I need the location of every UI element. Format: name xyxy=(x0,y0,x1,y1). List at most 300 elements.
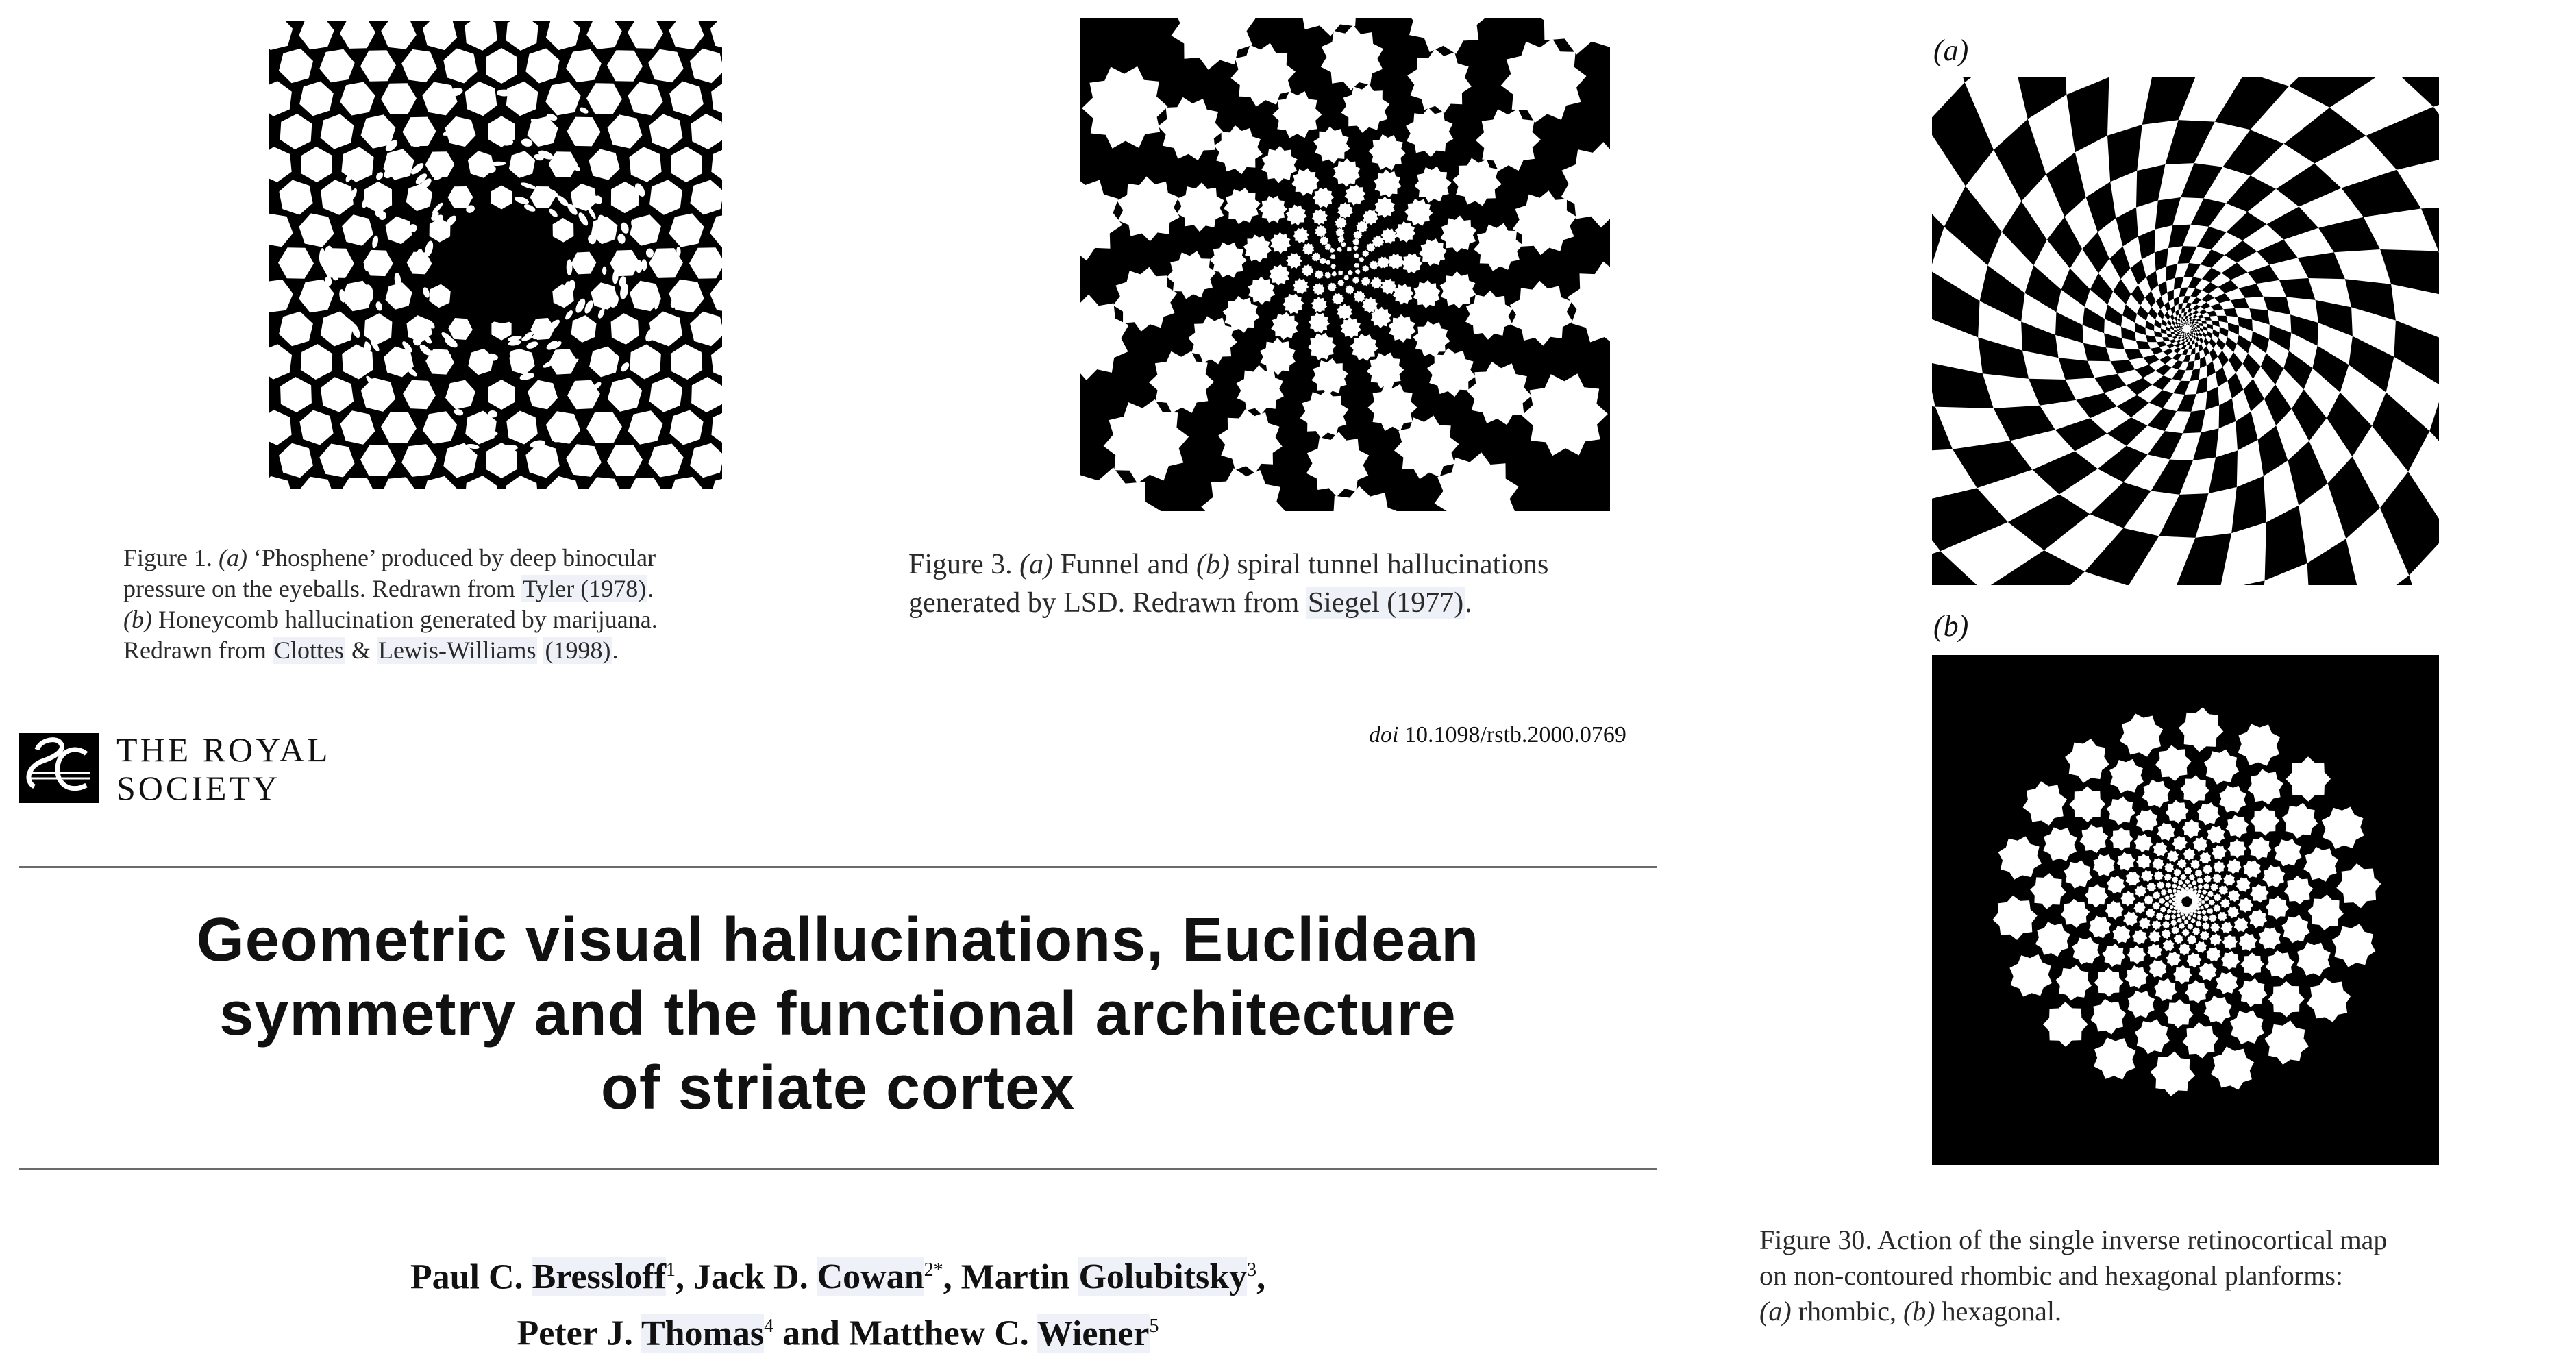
hexagonal-blob xyxy=(2210,923,2220,933)
hexagonal-blob xyxy=(2061,899,2090,928)
honeycomb-cell xyxy=(280,377,312,412)
honeycomb-cell xyxy=(321,180,354,215)
honeycomb-cell xyxy=(321,312,354,347)
honeycomb-cell xyxy=(360,445,396,476)
hexagonal-blob xyxy=(2210,883,2218,891)
figure3-text-b: spiral tunnel hallucinations xyxy=(1237,549,1549,580)
hexagonal-blob xyxy=(2164,902,2170,908)
hexagonal-blob xyxy=(2281,915,2309,943)
honeycomb-cell xyxy=(381,477,417,489)
honeycomb-cell xyxy=(443,49,477,84)
funnel-blob xyxy=(1286,204,1307,225)
phosphene-fleck xyxy=(586,206,597,220)
hexagonal-blob xyxy=(2177,885,2181,889)
hexagonal-blob xyxy=(2197,878,2203,884)
hexagonal-blob xyxy=(2156,912,2164,920)
honeycomb-cell xyxy=(319,444,354,478)
honeycomb-cell xyxy=(710,476,722,489)
funnel-blob xyxy=(1104,399,1189,484)
hexagonal-blob xyxy=(2212,874,2222,883)
funnel-blob xyxy=(1370,277,1383,288)
honeycomb-cell xyxy=(301,344,332,380)
funnel-blob xyxy=(1328,282,1337,291)
hexagonal-blob xyxy=(2160,907,2166,913)
hexagonal-blob xyxy=(2185,879,2190,885)
honeycomb-cell xyxy=(468,349,493,375)
hexagonal-blob xyxy=(2172,836,2188,851)
honeycomb-cell xyxy=(403,380,436,410)
hexagonal-blob xyxy=(2200,852,2212,864)
doi-prefix: doi xyxy=(1369,722,1399,748)
honeycomb-cell xyxy=(448,186,473,208)
funnel-blob xyxy=(1324,272,1331,279)
funnel-blob xyxy=(1224,188,1261,225)
honeycomb-cell xyxy=(648,444,683,478)
phosphene-fleck xyxy=(375,171,384,181)
hexagonal-blob xyxy=(2151,1052,2195,1096)
phosphene-fleck xyxy=(597,308,606,319)
funnel-blob xyxy=(1309,312,1330,333)
figure3-label-a: (a) xyxy=(1019,549,1054,580)
author-line-2 xyxy=(19,1302,1657,1358)
funnel-blob xyxy=(1404,199,1433,226)
phosphene-fleck xyxy=(619,221,630,234)
funnel-blob xyxy=(1413,280,1441,308)
funnel-blob xyxy=(1501,38,1587,123)
hexagonal-blob xyxy=(2009,954,2052,997)
hexagonal-blob xyxy=(2152,858,2164,870)
funnel-blob xyxy=(1332,293,1344,305)
honeycomb-cell xyxy=(321,114,354,149)
hexagonal-blob xyxy=(2188,915,2192,920)
hexagonal-blob xyxy=(2159,898,2166,904)
funnel-blob xyxy=(1270,232,1291,254)
hexagonal-blob xyxy=(2250,884,2269,903)
honeycomb-cell xyxy=(269,21,293,50)
hexagonal-blob xyxy=(2127,991,2155,1018)
honeycomb-cell xyxy=(340,410,375,444)
funnel-blob xyxy=(1338,271,1343,276)
phosphene-fleck xyxy=(406,367,419,378)
hexagonal-blob xyxy=(2035,922,2070,957)
hexagonal-blob xyxy=(2174,869,2181,876)
hexagonal-blob xyxy=(2172,889,2177,893)
funnel-blob xyxy=(1269,264,1290,286)
hexagonal-blob xyxy=(2089,916,2111,939)
author-last[interactable]: Wiener xyxy=(1037,1314,1150,1353)
honeycomb-cell xyxy=(321,377,354,412)
author-list xyxy=(19,1246,1657,1359)
hexagonal-blob xyxy=(2167,909,2172,913)
funnel-blob xyxy=(1313,127,1350,164)
funnel-blob xyxy=(1427,348,1476,397)
figure30-caption xyxy=(1759,1222,2575,1329)
hexagonal-blob xyxy=(2207,826,2225,843)
hexagonal-blob xyxy=(2209,933,2222,946)
hexagonal-blob xyxy=(2113,926,2131,944)
hexagonal-blob xyxy=(2183,1022,2219,1059)
hexagonal-blob xyxy=(2203,865,2212,874)
hexagonal-blob xyxy=(2157,881,2165,889)
honeycomb-cell xyxy=(279,49,313,83)
authors-conjunction: and xyxy=(782,1314,840,1353)
author-affil: 5 xyxy=(1149,1316,1159,1337)
royal-society-name-line1: THE ROYAL xyxy=(116,730,331,769)
figure30b-image xyxy=(1932,655,2439,1165)
hexagonal-blob xyxy=(2185,980,2208,1003)
hexagonal-blob xyxy=(2197,911,2201,915)
doi-value[interactable]: 10.1098/rstb.2000.0769 xyxy=(1404,722,1626,748)
hexagonal-blob xyxy=(1993,896,2038,940)
hexagonal-blob xyxy=(2209,900,2216,906)
phosphene-fleck xyxy=(514,195,530,206)
honeycomb-cell xyxy=(319,49,354,83)
hexagonal-blob xyxy=(2180,874,2186,880)
honeycomb-cell xyxy=(630,345,661,380)
funnel-blob xyxy=(1359,257,1364,262)
hexagonal-blob xyxy=(2172,926,2179,934)
phosphene-fleck xyxy=(577,211,590,227)
hexagonal-blob xyxy=(2144,895,2154,905)
honeycomb-cell xyxy=(628,82,662,116)
honeycomb-cell xyxy=(299,477,334,489)
phosphene-fleck xyxy=(525,340,539,350)
hexagonal-blob xyxy=(2204,996,2232,1024)
funnel-blob xyxy=(1293,227,1309,243)
hexagonal-blob xyxy=(2170,905,2174,909)
honeycomb-cell xyxy=(669,477,704,489)
funnel-blob xyxy=(1387,254,1404,269)
funnel-blob xyxy=(1082,66,1167,149)
hexagonal-blob xyxy=(2218,912,2227,921)
hexagonal-blob xyxy=(2167,889,2172,894)
hexagonal-blob xyxy=(2094,1037,2135,1079)
honeycomb-cell xyxy=(465,476,497,489)
royal-society-name xyxy=(116,730,330,807)
funnel-blob xyxy=(1320,258,1326,264)
funnel-blob xyxy=(1313,283,1325,295)
honeycomb-cell xyxy=(280,114,312,149)
figure1-label-b: (b) xyxy=(123,606,152,633)
hexagonal-blob xyxy=(2240,952,2264,976)
honeycomb-cell xyxy=(571,252,597,275)
funnel-blob xyxy=(1313,188,1334,208)
figure1-ref-clottes[interactable]: Clottes xyxy=(273,637,344,664)
funnel-blob xyxy=(1353,245,1359,251)
hexagonal-blob xyxy=(2307,894,2344,930)
honeycomb-cell xyxy=(269,81,292,116)
figure30-line1: Action of the single inverse retinocortical map xyxy=(1877,1224,2388,1255)
author-last[interactable]: Bressloff xyxy=(532,1257,667,1297)
hexagonal-blob xyxy=(2307,978,2351,1022)
funnel-blob xyxy=(1419,238,1447,266)
hexagonal-blob xyxy=(2139,917,2151,929)
honeycomb-cell xyxy=(691,377,722,412)
figure1-ref-year[interactable]: (1998) xyxy=(545,637,611,664)
hexagonal-blob xyxy=(2173,965,2192,985)
funnel-blob xyxy=(1346,285,1355,294)
hexagonal-blob xyxy=(2196,921,2202,927)
hexagonal-blob xyxy=(2195,870,2203,877)
funnel-blob xyxy=(1259,196,1287,223)
honeycomb-cell xyxy=(669,82,704,116)
author-affil: 4 xyxy=(764,1316,774,1337)
hexagonal-blob xyxy=(2164,874,2172,882)
figure1-ref-lewis-williams[interactable]: Lewis-Williams xyxy=(377,637,536,664)
honeycomb-cell xyxy=(608,378,642,412)
honeycomb-cell xyxy=(690,180,722,215)
hexagonal-blob xyxy=(2336,863,2381,908)
funnel-blob xyxy=(1362,265,1369,272)
hexagonal-blob xyxy=(2165,895,2170,900)
funnel-blob xyxy=(1377,256,1389,268)
phosphene-fleck xyxy=(453,408,464,417)
honeycomb-cell xyxy=(586,477,622,489)
hexagonal-blob xyxy=(2249,837,2272,860)
funnel-blob xyxy=(1286,253,1302,269)
hexagonal-blob xyxy=(2220,922,2233,934)
funnel-blob xyxy=(1337,202,1353,219)
funnel-blob xyxy=(1330,264,1336,269)
funnel-blob xyxy=(1243,234,1272,262)
funnel-blob xyxy=(1401,253,1422,273)
honeycomb-cell xyxy=(340,82,375,116)
hexagonal-blob xyxy=(2064,861,2092,889)
hexagonal-blob xyxy=(2195,941,2207,953)
hexagonal-blob xyxy=(2164,999,2194,1028)
funnel-blob xyxy=(1348,270,1353,275)
hexagonal-blob xyxy=(2189,874,2195,880)
phosphene-fleck xyxy=(564,309,574,321)
honeycomb-cell xyxy=(506,82,538,116)
honeycomb-cell xyxy=(586,21,622,49)
honeycomb-cell xyxy=(385,282,412,310)
hexagonal-blob xyxy=(2192,880,2196,885)
funnel-blob xyxy=(1413,321,1450,357)
funnel-blob xyxy=(1315,270,1324,279)
hexagonal-blob xyxy=(2322,807,2364,850)
hexagonal-blob xyxy=(2209,914,2217,922)
figure30a-image xyxy=(1932,77,2439,585)
hexagonal-blob xyxy=(2200,931,2209,941)
hexagonal-blob xyxy=(2203,875,2212,883)
hexagonal-blob xyxy=(2146,909,2155,918)
phosphene-fleck xyxy=(619,361,631,373)
hexagonal-blob xyxy=(2284,876,2313,904)
honeycomb-cell xyxy=(269,410,292,445)
funnel-blob xyxy=(1261,146,1297,183)
funnel-blob xyxy=(1367,353,1404,389)
phosphene-fleck xyxy=(602,267,607,275)
author-first: Peter J. xyxy=(517,1314,633,1353)
honeycomb-cell xyxy=(546,21,580,50)
honeycomb-cell xyxy=(299,21,334,49)
hexagonal-blob xyxy=(2182,884,2186,888)
funnel-blob xyxy=(1362,250,1369,257)
funnel-blob xyxy=(1283,293,1304,314)
honeycomb-cell xyxy=(628,410,663,444)
hexagonal-blob xyxy=(2147,883,2157,891)
author-sep: , xyxy=(1256,1257,1266,1297)
figure1-text-b2: Redrawn from xyxy=(123,637,267,664)
hexagonal-blob xyxy=(2117,852,2135,871)
honeycomb-cell xyxy=(422,82,457,116)
honeycomb-cell xyxy=(669,280,704,312)
funnel-blob xyxy=(1271,312,1299,340)
hexagonal-blob xyxy=(2079,824,2108,853)
hexagonal-blob xyxy=(2204,750,2239,785)
royal-society-logo[interactable] xyxy=(19,730,362,806)
hexagonal-blob xyxy=(2023,781,2068,826)
hexagonal-blob xyxy=(2179,923,2185,929)
hexagonal-blob xyxy=(2172,876,2178,883)
author-first: Paul C. xyxy=(410,1257,523,1297)
funnel-blob xyxy=(1345,184,1366,206)
honeycomb-cell xyxy=(465,21,497,51)
author-affil: 1 xyxy=(666,1259,676,1281)
hexagonal-blob xyxy=(2157,823,2175,841)
funnel-blob xyxy=(1352,238,1359,245)
honeycomb-cell xyxy=(711,410,722,445)
hexagonal-blob xyxy=(2201,900,2205,904)
honeycomb-cell xyxy=(340,21,375,49)
phosphene-fleck xyxy=(617,233,626,245)
hexagonal-blob xyxy=(2171,914,2177,920)
hexagonal-blob xyxy=(2190,859,2200,869)
hexagonal-blob xyxy=(2199,963,2217,981)
hexagonal-blob xyxy=(2286,756,2331,802)
honeycomb-cell xyxy=(628,21,663,49)
funnel-blob xyxy=(1522,373,1608,456)
hexagonal-blob xyxy=(2107,796,2135,825)
honeycomb-cell xyxy=(299,410,333,445)
figure1-ref-tyler[interactable]: Tyler (1978) xyxy=(522,575,647,602)
funnel-blob xyxy=(1326,260,1331,265)
honeycomb-cell xyxy=(301,147,332,182)
honeycomb-cell xyxy=(711,344,722,380)
hexagonal-blob xyxy=(2056,965,2092,1000)
hexagonal-blob xyxy=(2238,898,2253,913)
author-last[interactable]: Golubitsky xyxy=(1078,1257,1248,1297)
honeycomb-cell xyxy=(381,412,417,443)
honeycomb-cell xyxy=(386,217,412,245)
honeycomb-cell xyxy=(448,318,473,340)
honeycomb-cell xyxy=(381,83,417,114)
hexagonal-blob xyxy=(2223,874,2235,886)
hexagonal-blob xyxy=(2134,834,2153,852)
hexagonal-blob xyxy=(2174,935,2183,944)
hexagonal-blob xyxy=(2177,918,2182,923)
author-last[interactable]: Thomas xyxy=(641,1314,765,1353)
honeycomb-cell xyxy=(269,344,292,380)
figure3-line2: generated by LSD. Redrawn from xyxy=(908,587,1300,619)
honeycomb-cell xyxy=(269,476,293,489)
honeycomb-cell xyxy=(710,214,722,247)
honeycomb-cell xyxy=(401,444,437,477)
honeycomb-cell xyxy=(465,82,497,116)
hexagonal-blob xyxy=(2213,904,2221,912)
honeycomb-cell xyxy=(648,49,683,83)
honeycomb-cell xyxy=(525,443,559,478)
hexagonal-blob xyxy=(2212,845,2227,860)
hexagonal-blob xyxy=(2109,759,2144,793)
figure30-text-a: rhombic, xyxy=(1798,1296,1896,1327)
hexagonal-blob xyxy=(2162,929,2171,939)
hexagonal-blob xyxy=(2192,914,2196,918)
hexagonal-blob xyxy=(2153,902,2161,910)
honeycomb-cell xyxy=(278,247,314,279)
honeycomb-cell xyxy=(669,410,703,445)
hexagonal-blob xyxy=(2207,908,2213,914)
honeycomb-cell xyxy=(628,478,663,489)
funnel-blob xyxy=(1272,91,1322,138)
hexagonal-blob xyxy=(2259,927,2281,949)
honeycomb-cell xyxy=(528,380,558,410)
funnel-blob xyxy=(1158,97,1223,160)
funnel-blob xyxy=(1374,170,1402,198)
hexagonal-blob xyxy=(2203,883,2209,889)
hexagonal-blob xyxy=(2165,882,2172,889)
hexagonal-blob xyxy=(2123,911,2138,926)
author-first: Matthew C. xyxy=(848,1314,1029,1353)
funnel-blob xyxy=(1330,254,1336,260)
funnel-blob xyxy=(1440,271,1476,308)
hexagonal-blob xyxy=(2172,883,2177,889)
figure30-text-b: hexagonal. xyxy=(1942,1296,2061,1327)
funnel-blob xyxy=(1311,358,1348,395)
hexagonal-blob xyxy=(2132,930,2147,945)
honeycomb-cell xyxy=(423,21,457,50)
hexagonal-blob xyxy=(2227,839,2246,859)
honeycomb-cell xyxy=(711,81,722,116)
hexagonal-blob xyxy=(2201,895,2205,899)
honeycomb-cell xyxy=(279,312,313,347)
hexagonal-blob xyxy=(2214,893,2222,902)
phosphene-fleck xyxy=(635,260,642,273)
figure1-text-a2: pressure on the eyeballs. Redrawn from xyxy=(123,575,515,602)
honeycomb-cell xyxy=(279,180,312,215)
phosphene-fleck xyxy=(422,286,431,299)
hexagonal-blob xyxy=(2127,946,2146,965)
honeycomb-cell xyxy=(586,83,622,114)
funnel-blob xyxy=(1320,236,1329,245)
funnel-blob xyxy=(1350,334,1378,361)
top-rule xyxy=(19,866,1657,868)
hexagonal-blob xyxy=(2093,854,2115,876)
honeycomb-cell xyxy=(545,82,580,116)
honeycomb-cell xyxy=(669,21,704,49)
honeycomb-cell xyxy=(546,411,580,444)
honeycomb-cell xyxy=(710,280,722,312)
honeycomb-cell xyxy=(491,186,512,210)
honeycomb-cell xyxy=(607,445,643,476)
funnel-blob xyxy=(1337,280,1344,286)
figure3-ref-siegel[interactable]: Siegel (1977) xyxy=(1307,587,1464,619)
funnel-blob xyxy=(1302,243,1314,255)
hexagonal-blob xyxy=(2164,863,2174,873)
hexagonal-blob xyxy=(2094,967,2124,997)
funnel-blob xyxy=(1331,271,1337,277)
hexagonal-blob xyxy=(2238,724,2280,765)
author-last[interactable]: Cowan xyxy=(817,1257,924,1297)
hexagonal-blob xyxy=(2303,847,2338,882)
hexagonal-blob xyxy=(2227,907,2240,919)
author-affil: 3 xyxy=(1247,1259,1257,1281)
figure30-panel-b-label: (b) xyxy=(1933,609,1969,643)
figure3-text-a: Funnel and xyxy=(1060,549,1189,580)
funnel-blob xyxy=(1355,269,1361,275)
honeycomb-cell xyxy=(340,478,375,489)
